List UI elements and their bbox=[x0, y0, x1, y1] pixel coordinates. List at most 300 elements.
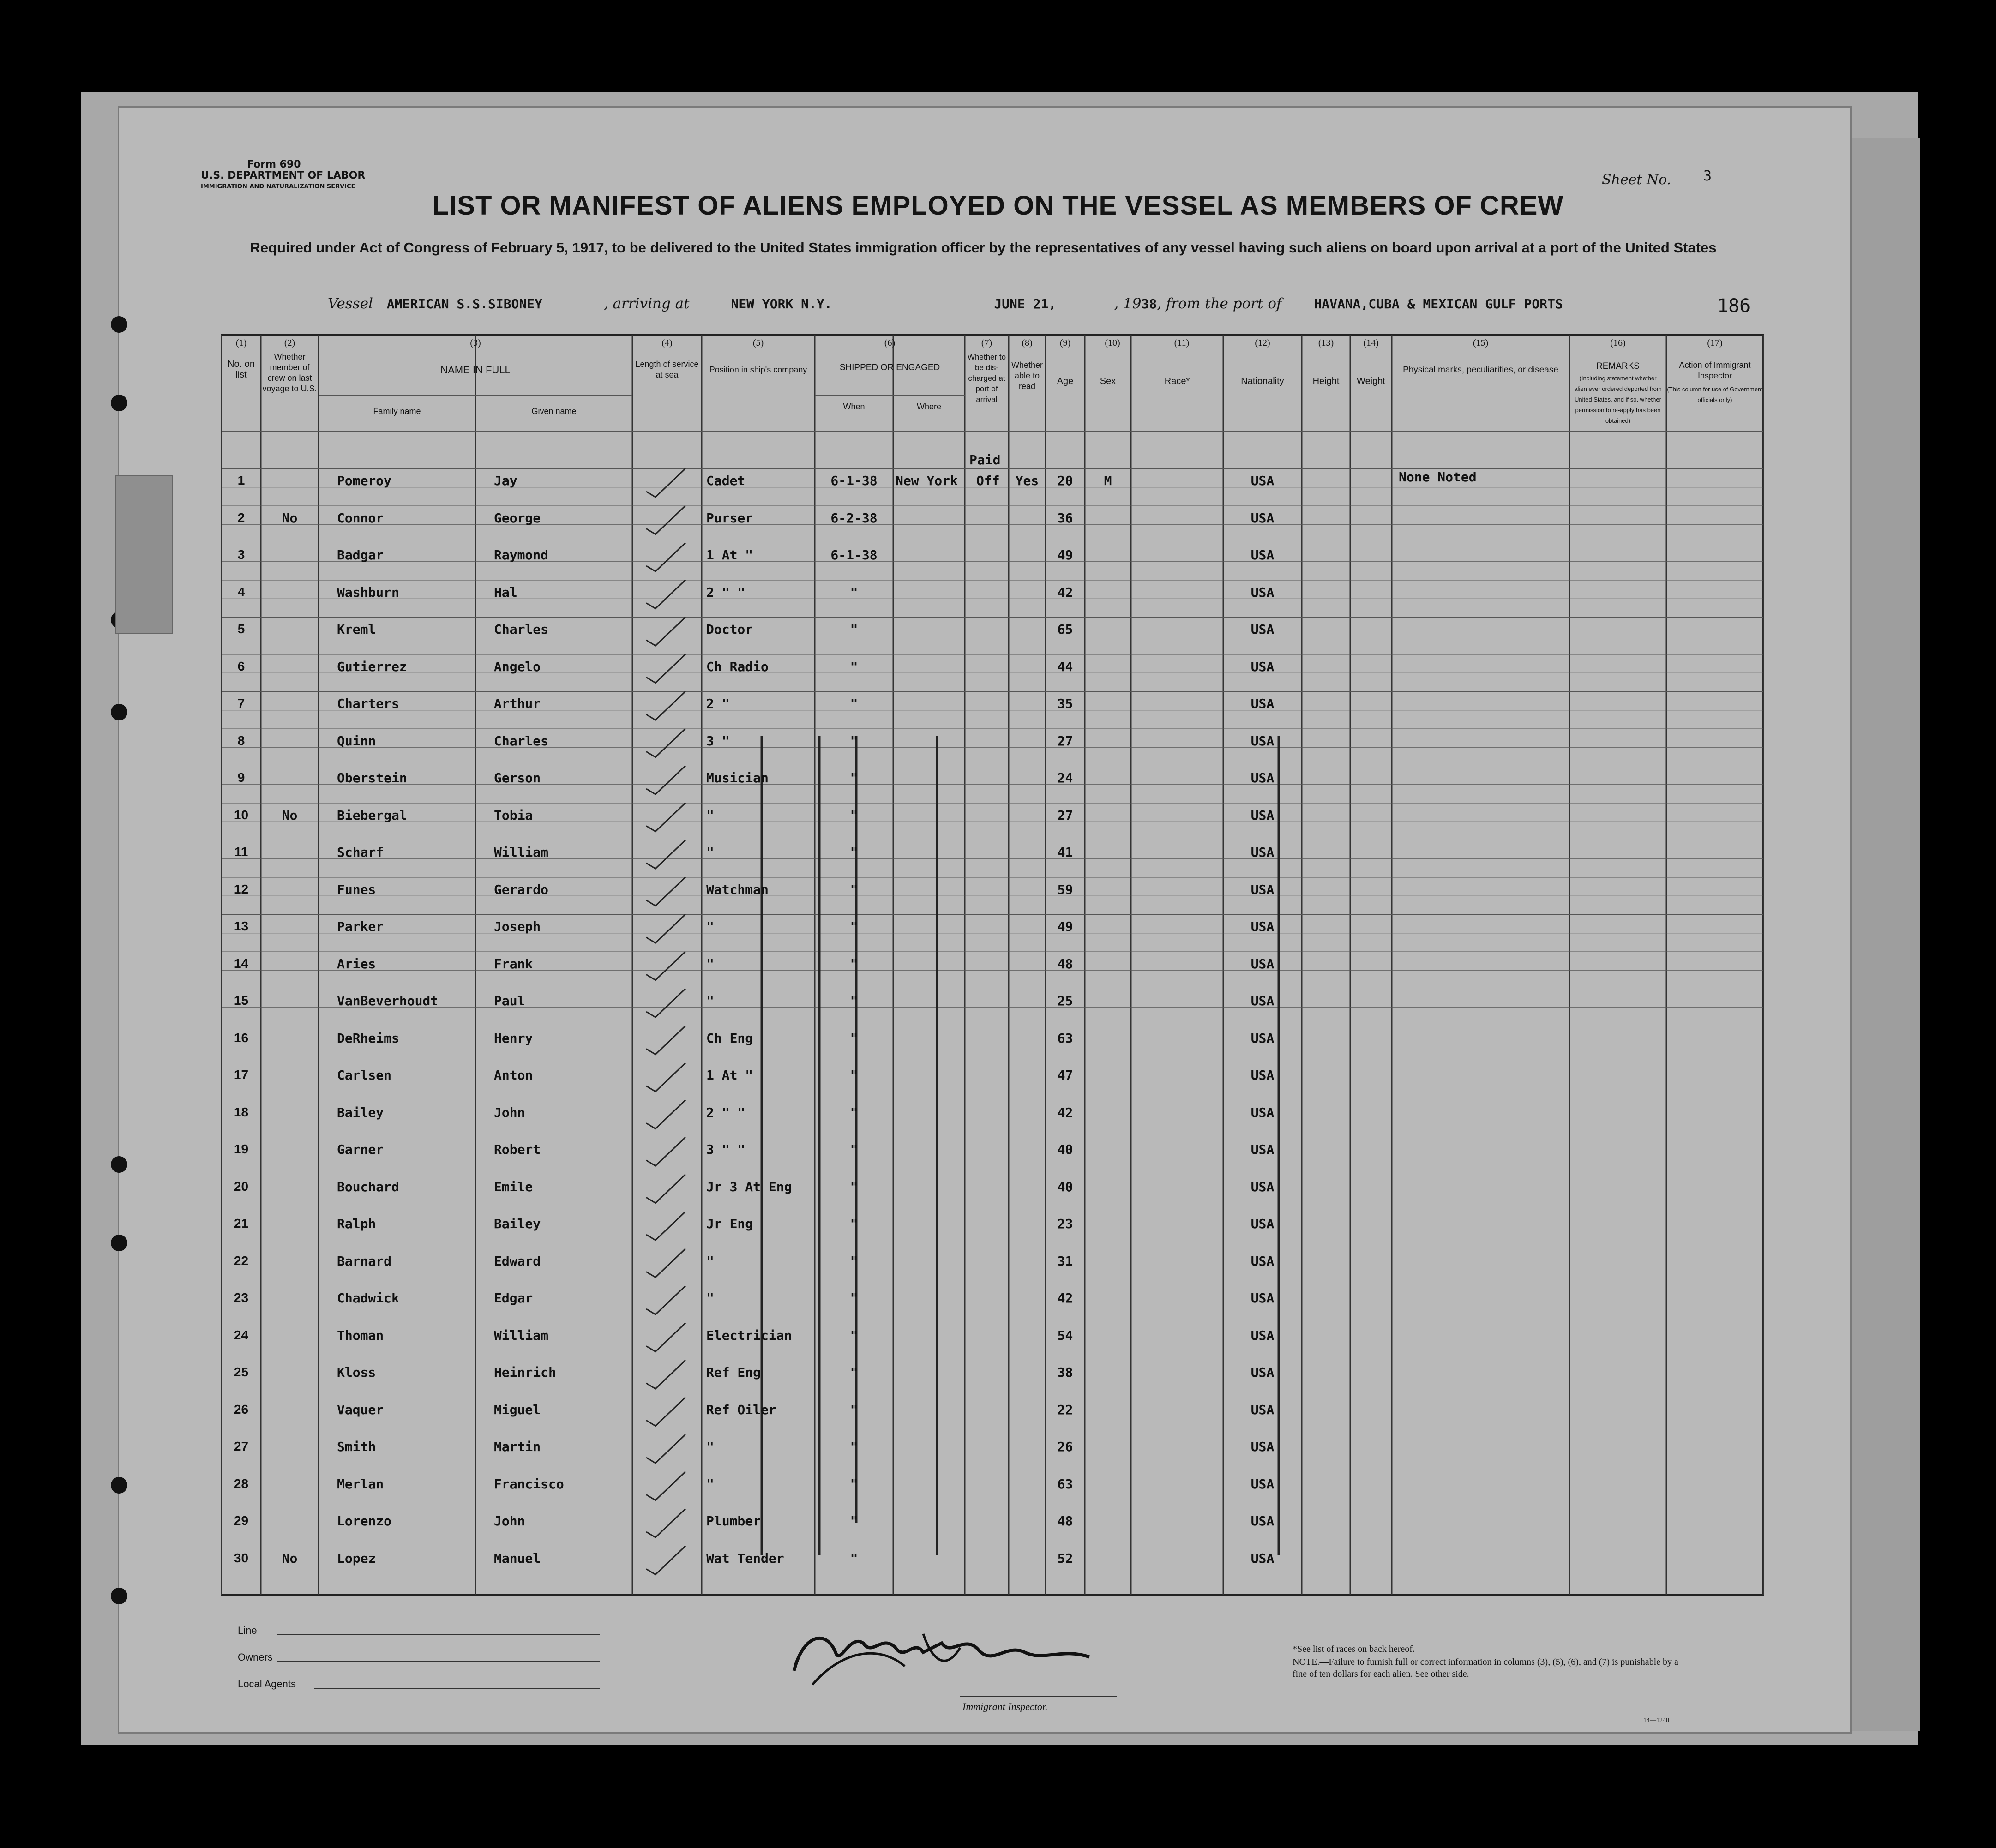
row-sex: M bbox=[1104, 473, 1112, 488]
row-when: " bbox=[850, 882, 858, 897]
row-family-name: Kreml bbox=[337, 622, 376, 637]
row-when: " bbox=[850, 659, 858, 674]
row-nationality: USA bbox=[1251, 696, 1275, 711]
row-discharged-paid: Paid bbox=[969, 452, 1001, 468]
arrival-year: 38 bbox=[1141, 296, 1157, 312]
row-when: " bbox=[850, 956, 858, 972]
length-check-mark bbox=[646, 914, 685, 943]
row-position: 3 " " bbox=[706, 1142, 745, 1157]
row-when: " bbox=[850, 1476, 858, 1492]
length-check-mark bbox=[646, 803, 685, 832]
row-position: Ref Oiler bbox=[706, 1402, 776, 1417]
page-number: 186 bbox=[1717, 295, 1751, 317]
row-given-name: Gerson bbox=[494, 770, 541, 786]
row-age: 54 bbox=[1057, 1327, 1073, 1343]
row-nationality: USA bbox=[1251, 770, 1275, 786]
col-head-where: Where bbox=[916, 402, 941, 411]
row-nationality: USA bbox=[1251, 1365, 1275, 1380]
row-nationality: USA bbox=[1251, 473, 1275, 488]
col-head-remarks-sub: (Including statement whether alien ever ordered deported from United States, and if so, whether permission to re-apply has been obtained) bbox=[1574, 375, 1662, 424]
row-given-name: Charles bbox=[494, 622, 549, 637]
row-number: 6 bbox=[237, 659, 245, 673]
row-number: 26 bbox=[234, 1402, 249, 1416]
column-number: (10) bbox=[1105, 338, 1120, 348]
row-number: 18 bbox=[234, 1104, 249, 1119]
binder-hole bbox=[111, 395, 127, 411]
row-number: 13 bbox=[234, 919, 249, 933]
row-nationality: USA bbox=[1251, 733, 1275, 749]
row-position: Purser bbox=[706, 510, 753, 526]
row-nationality: USA bbox=[1251, 1476, 1275, 1492]
sheet-label: Sheet No. bbox=[1602, 172, 1671, 188]
binder-hole bbox=[111, 1477, 127, 1494]
row-age: 63 bbox=[1057, 1030, 1073, 1046]
length-check-mark bbox=[646, 1434, 685, 1463]
length-check-mark bbox=[646, 691, 685, 720]
column-number: (11) bbox=[1174, 338, 1190, 348]
row-when: " bbox=[850, 1253, 858, 1269]
manifest-table bbox=[171, 332, 1766, 1597]
row-family-name: Lopez bbox=[337, 1550, 376, 1566]
row-nationality: USA bbox=[1251, 1550, 1275, 1566]
length-check-mark bbox=[646, 1360, 685, 1389]
column-number: (15) bbox=[1473, 338, 1489, 348]
col-head-no: No. on list bbox=[228, 359, 255, 380]
row-position: " bbox=[706, 919, 714, 934]
failure-note: NOTE.—Failure to furnish full or correct information in columns (3), (5), (6), and (7) is punishable by a fine of ten dollars for each alien. See other side. bbox=[1293, 1657, 1678, 1679]
row-given-name: Heinrich bbox=[494, 1365, 556, 1380]
row-when: " bbox=[850, 1179, 858, 1194]
row-when: " bbox=[850, 770, 858, 786]
row-given-name: Henry bbox=[494, 1030, 533, 1046]
row-nationality: USA bbox=[1251, 1068, 1275, 1083]
row-when: " bbox=[850, 1104, 858, 1120]
row-when: " bbox=[850, 1365, 858, 1380]
vessel-name: AMERICAN S.S.SIBONEY bbox=[378, 296, 604, 312]
row-given-name: Arthur bbox=[494, 696, 541, 711]
row-number: 19 bbox=[234, 1142, 249, 1156]
length-check-mark bbox=[646, 1472, 685, 1500]
row-when: " bbox=[850, 1290, 858, 1306]
col-head-read: Whether able to read bbox=[1011, 360, 1043, 391]
row-when: 6-1-38 bbox=[830, 473, 878, 488]
row-when: " bbox=[850, 807, 858, 823]
col-head-action: Action of Immigrant Inspector bbox=[1679, 360, 1751, 380]
tape-stamp bbox=[115, 475, 173, 634]
row-position: 1 At " bbox=[706, 1068, 753, 1083]
row-given-name: Manuel bbox=[494, 1550, 541, 1566]
length-check-mark bbox=[646, 1546, 685, 1575]
table-grid bbox=[171, 332, 1766, 1597]
row-age: 42 bbox=[1057, 584, 1073, 600]
document-title: LIST OR MANIFEST OF ALIENS EMPLOYED ON THE VESSEL AS MEMBERS OF CREW bbox=[432, 191, 1564, 221]
row-age: 40 bbox=[1057, 1142, 1073, 1157]
row-given-name: John bbox=[494, 1104, 525, 1120]
row-number: 10 bbox=[234, 807, 249, 822]
length-check-mark bbox=[646, 580, 685, 609]
length-check-mark bbox=[646, 1063, 685, 1092]
row-age: 40 bbox=[1057, 1179, 1073, 1194]
row-number: 11 bbox=[234, 845, 248, 859]
row-age: 35 bbox=[1057, 696, 1073, 711]
binder-hole bbox=[111, 1235, 127, 1251]
row-number: 24 bbox=[234, 1327, 249, 1342]
footer-lines bbox=[277, 1634, 609, 1689]
row-position: Wat Tender bbox=[706, 1550, 784, 1566]
row-when: " bbox=[850, 1327, 858, 1343]
row-when: " bbox=[850, 1216, 858, 1231]
row-when: " bbox=[850, 1439, 858, 1454]
row-nationality: USA bbox=[1251, 1216, 1275, 1231]
row-age: 42 bbox=[1057, 1290, 1073, 1306]
row-number: 5 bbox=[237, 622, 245, 636]
row-read: Yes bbox=[1015, 473, 1039, 488]
row-age: 49 bbox=[1057, 547, 1073, 563]
col-head-weight: Weight bbox=[1357, 376, 1385, 386]
row-family-name: Gutierrez bbox=[337, 659, 407, 674]
column-number: (4) bbox=[661, 338, 673, 348]
row-position: " bbox=[706, 845, 714, 860]
row-family-name: Quinn bbox=[337, 733, 376, 749]
row-number: 27 bbox=[234, 1439, 249, 1453]
col-head-given: Given name bbox=[531, 407, 577, 416]
row-number: 4 bbox=[237, 584, 245, 599]
length-check-mark bbox=[646, 1323, 685, 1352]
row-number: 16 bbox=[234, 1030, 249, 1045]
row-family-name: Lorenzo bbox=[337, 1513, 392, 1529]
row-nationality: USA bbox=[1251, 993, 1275, 1008]
vessel-line bbox=[328, 295, 1665, 312]
column-number: (2) bbox=[284, 338, 295, 348]
form-code: 14—1240 bbox=[1643, 1717, 1669, 1724]
row-nationality: USA bbox=[1251, 845, 1275, 860]
arriving-label: , arriving at bbox=[603, 295, 690, 312]
row-nationality: USA bbox=[1251, 882, 1275, 897]
service: IMMIGRATION AND NATURALIZATION SERVICE bbox=[201, 183, 355, 190]
col-head-race: Race* bbox=[1164, 376, 1190, 386]
row-age: 44 bbox=[1057, 659, 1073, 674]
row-position: 2 " " bbox=[706, 1104, 745, 1120]
binder-hole bbox=[111, 316, 127, 333]
row-number: 7 bbox=[237, 696, 245, 710]
length-check-mark bbox=[646, 468, 685, 497]
row-position: Ref Eng bbox=[706, 1365, 761, 1380]
row-number: 22 bbox=[234, 1253, 249, 1268]
row-position: Musician bbox=[706, 770, 769, 786]
column-number: (13) bbox=[1318, 338, 1334, 348]
sheet-number: 3 bbox=[1703, 168, 1712, 184]
col-head-height: Height bbox=[1312, 376, 1340, 386]
row-nationality: USA bbox=[1251, 510, 1275, 526]
row-given-name: Martin bbox=[494, 1439, 541, 1454]
row-nationality: USA bbox=[1251, 919, 1275, 934]
row-age: 23 bbox=[1057, 1216, 1073, 1231]
row-position: " bbox=[706, 993, 714, 1008]
year-prefix: , 19 bbox=[1114, 295, 1142, 312]
row-age: 59 bbox=[1057, 882, 1073, 897]
length-check-mark bbox=[646, 1249, 685, 1278]
local-agents-label: Local Agents bbox=[238, 1678, 296, 1690]
row-age: 41 bbox=[1057, 845, 1073, 860]
row-nationality: USA bbox=[1251, 956, 1275, 972]
row-number: 15 bbox=[234, 993, 249, 1008]
row-family-name: Biebergal bbox=[337, 807, 407, 823]
row-age: 63 bbox=[1057, 1476, 1073, 1492]
col-head-sex: Sex bbox=[1100, 376, 1116, 386]
row-when: " bbox=[850, 993, 858, 1008]
row-when: 6-1-38 bbox=[830, 547, 878, 563]
length-check-mark bbox=[646, 543, 685, 571]
row-nationality: USA bbox=[1251, 1290, 1275, 1306]
row-age: 52 bbox=[1057, 1550, 1073, 1566]
column-number: (12) bbox=[1255, 338, 1270, 348]
row-position: Doctor bbox=[706, 622, 753, 637]
row-family-name: Carlsen bbox=[337, 1068, 392, 1083]
row-when: " bbox=[850, 1142, 858, 1157]
row-age: 47 bbox=[1057, 1068, 1073, 1083]
length-check-mark bbox=[646, 766, 685, 794]
length-check-mark bbox=[646, 1398, 685, 1426]
row-position: 2 " " bbox=[706, 584, 745, 600]
row-when: 6-2-38 bbox=[830, 510, 878, 526]
row-number: 23 bbox=[234, 1290, 249, 1305]
inspector-signature bbox=[785, 1615, 1126, 1698]
row-position: " bbox=[706, 1253, 714, 1269]
row-given-name: Hal bbox=[494, 584, 517, 600]
row-family-name: Pomeroy bbox=[337, 473, 392, 488]
row-when: " bbox=[850, 1030, 858, 1046]
row-when: " bbox=[850, 733, 858, 749]
row-family-name: Ralph bbox=[337, 1216, 376, 1231]
row-number: 21 bbox=[234, 1216, 249, 1230]
col-head-when: When bbox=[843, 402, 865, 411]
row-age: 27 bbox=[1057, 807, 1073, 823]
col-head-length: Length of service at sea bbox=[635, 360, 699, 379]
row-when: " bbox=[850, 696, 858, 711]
row-position: Cadet bbox=[706, 473, 745, 488]
row-family-name: Washburn bbox=[337, 584, 399, 600]
row-family-name: DeRheims bbox=[337, 1030, 399, 1046]
row-position: 2 " bbox=[706, 696, 730, 711]
length-check-mark bbox=[646, 1100, 685, 1129]
row-age: 22 bbox=[1057, 1402, 1073, 1417]
row-number: 3 bbox=[237, 547, 245, 562]
row-age: 24 bbox=[1057, 770, 1073, 786]
col-head-position: Position in ship's company bbox=[709, 365, 807, 374]
arrival-port: NEW YORK N.Y. bbox=[694, 296, 925, 312]
length-check-mark bbox=[646, 654, 685, 683]
col-head-action-sub: (This column for use of Government officials only) bbox=[1667, 386, 1763, 403]
row-family-name: Scharf bbox=[337, 845, 384, 860]
col-head-discharged: Whether to be dis-charged at port of arrival bbox=[967, 353, 1006, 404]
row-family-name: Bouchard bbox=[337, 1179, 399, 1194]
column-number: (7) bbox=[981, 338, 992, 348]
row-nationality: USA bbox=[1251, 1142, 1275, 1157]
row-family-name: VanBeverhoudt bbox=[337, 993, 439, 1008]
row-nationality: USA bbox=[1251, 584, 1275, 600]
col-head-name: NAME IN FULL bbox=[440, 364, 511, 376]
row-age: 31 bbox=[1057, 1253, 1073, 1269]
row-given-name: Gerardo bbox=[494, 882, 549, 897]
row-discharged: Off bbox=[976, 473, 1000, 488]
row-given-name: Joseph bbox=[494, 919, 541, 934]
row-family-name: Barnard bbox=[337, 1253, 392, 1269]
row-family-name: Connor bbox=[337, 510, 384, 526]
binder-hole bbox=[111, 704, 127, 720]
row-nationality: USA bbox=[1251, 1327, 1275, 1343]
row-position: Ch Eng bbox=[706, 1030, 753, 1046]
column-number: (3) bbox=[470, 338, 481, 348]
row-given-name: George bbox=[494, 510, 541, 526]
row-nationality: USA bbox=[1251, 1402, 1275, 1417]
row-given-name: William bbox=[494, 1327, 549, 1343]
col-head-remarks: REMARKS bbox=[1596, 361, 1640, 371]
row-physical: None Noted bbox=[1399, 469, 1477, 485]
row-member: No bbox=[282, 510, 298, 526]
arrival-date: JUNE 21, bbox=[929, 296, 1114, 312]
row-given-name: Emile bbox=[494, 1179, 533, 1194]
length-check-mark bbox=[646, 1286, 685, 1314]
row-given-name: Edward bbox=[494, 1253, 541, 1269]
col-head-member: Whether member of crew on last voyage to U.S. bbox=[262, 352, 317, 393]
row-nationality: USA bbox=[1251, 1513, 1275, 1529]
row-family-name: Oberstein bbox=[337, 770, 407, 786]
row-given-name: Anton bbox=[494, 1068, 533, 1083]
length-check-mark bbox=[646, 840, 685, 869]
row-age: 26 bbox=[1057, 1439, 1073, 1454]
row-family-name: Kloss bbox=[337, 1365, 376, 1380]
row-given-name: Frank bbox=[494, 956, 533, 972]
row-number: 1 bbox=[237, 473, 245, 487]
row-member: No bbox=[282, 807, 298, 823]
row-position: " bbox=[706, 1290, 714, 1306]
row-family-name: Merlan bbox=[337, 1476, 384, 1492]
row-nationality: USA bbox=[1251, 622, 1275, 637]
row-member: No bbox=[282, 1550, 298, 1566]
length-check-mark bbox=[646, 989, 685, 1017]
form-id bbox=[201, 159, 365, 192]
length-check-mark bbox=[646, 952, 685, 980]
col-head-physical: Physical marks, peculiarities, or disease bbox=[1403, 365, 1558, 375]
col-head-nationality: Nationality bbox=[1241, 376, 1284, 386]
owners-label: Owners bbox=[238, 1651, 273, 1663]
row-nationality: USA bbox=[1251, 807, 1275, 823]
row-family-name: Garner bbox=[337, 1142, 384, 1157]
col-head-family: Family name bbox=[373, 407, 421, 416]
row-family-name: Parker bbox=[337, 919, 384, 934]
row-family-name: Chadwick bbox=[337, 1290, 399, 1306]
row-age: 48 bbox=[1057, 1513, 1073, 1529]
inspector-caption: Immigrant Inspector. bbox=[962, 1701, 1048, 1712]
row-nationality: USA bbox=[1251, 1104, 1275, 1120]
column-number: (8) bbox=[1022, 338, 1033, 348]
row-nationality: USA bbox=[1251, 547, 1275, 563]
row-when: " bbox=[850, 622, 858, 637]
row-where: New York bbox=[896, 473, 958, 488]
length-check-mark bbox=[646, 1137, 685, 1166]
row-given-name: Paul bbox=[494, 993, 525, 1008]
row-position: Watchman bbox=[706, 882, 769, 897]
row-position: " bbox=[706, 807, 714, 823]
form-number: Form 690 bbox=[247, 159, 301, 170]
row-nationality: USA bbox=[1251, 1179, 1275, 1194]
row-age: 36 bbox=[1057, 510, 1073, 526]
row-given-name: Angelo bbox=[494, 659, 541, 674]
row-position: Jr Eng bbox=[706, 1216, 753, 1231]
column-number: (9) bbox=[1059, 338, 1071, 348]
col-head-shipped: SHIPPED OR ENGAGED bbox=[839, 363, 940, 372]
row-family-name: Aries bbox=[337, 956, 376, 972]
row-number: 14 bbox=[234, 956, 249, 971]
column-number: (5) bbox=[752, 338, 764, 348]
length-check-mark bbox=[646, 1509, 685, 1537]
row-when: " bbox=[850, 919, 858, 934]
row-age: 20 bbox=[1057, 473, 1073, 488]
column-number: (14) bbox=[1363, 338, 1379, 348]
row-given-name: William bbox=[494, 845, 549, 860]
row-given-name: Bailey bbox=[494, 1216, 541, 1231]
row-given-name: Tobia bbox=[494, 807, 533, 823]
row-given-name: John bbox=[494, 1513, 525, 1529]
length-check-mark bbox=[646, 506, 685, 534]
from-port: HAVANA,CUBA & MEXICAN GULF PORTS bbox=[1286, 296, 1665, 312]
row-number: 30 bbox=[234, 1550, 249, 1565]
length-check-mark bbox=[646, 617, 685, 646]
row-position: " bbox=[706, 1476, 714, 1492]
from-port-label: , from the port of bbox=[1157, 295, 1282, 312]
row-given-name: Robert bbox=[494, 1142, 541, 1157]
row-when: " bbox=[850, 1068, 858, 1083]
row-number: 25 bbox=[234, 1365, 249, 1379]
row-given-name: Francisco bbox=[494, 1476, 564, 1492]
row-age: 25 bbox=[1057, 993, 1073, 1008]
row-number: 12 bbox=[234, 882, 249, 896]
row-nationality: USA bbox=[1251, 1253, 1275, 1269]
row-age: 38 bbox=[1057, 1365, 1073, 1380]
row-family-name: Smith bbox=[337, 1439, 376, 1454]
column-number: (1) bbox=[235, 338, 247, 348]
row-family-name: Bailey bbox=[337, 1104, 384, 1120]
row-nationality: USA bbox=[1251, 1439, 1275, 1454]
binder-hole bbox=[111, 1588, 127, 1604]
column-number: (17) bbox=[1707, 338, 1723, 348]
row-position: Plumber bbox=[706, 1513, 761, 1529]
row-position: " bbox=[706, 956, 714, 972]
document-subtitle: Required under Act of Congress of February 5, 1917, to be delivered to the United States immigration officer by the representatives of any vessel having such aliens on board upon arrival at a port of the United States bbox=[250, 240, 1717, 256]
column-number: (16) bbox=[1610, 338, 1626, 348]
row-nationality: USA bbox=[1251, 1030, 1275, 1046]
races-note: *See list of races on back hereof. bbox=[1293, 1644, 1415, 1654]
column-number: (6) bbox=[884, 338, 896, 348]
row-family-name: Thoman bbox=[337, 1327, 384, 1343]
row-number: 2 bbox=[237, 510, 245, 525]
row-number: 9 bbox=[237, 770, 245, 785]
row-family-name: Vaquer bbox=[337, 1402, 384, 1417]
length-check-mark bbox=[646, 1175, 685, 1203]
row-position: 3 " bbox=[706, 733, 730, 749]
row-family-name: Funes bbox=[337, 882, 376, 897]
row-age: 49 bbox=[1057, 919, 1073, 934]
department: U.S. DEPARTMENT OF LABOR bbox=[201, 170, 366, 181]
length-check-mark bbox=[646, 1212, 685, 1240]
row-when: " bbox=[850, 845, 858, 860]
row-when: " bbox=[850, 1550, 858, 1566]
row-position: Jr 3 At Eng bbox=[706, 1179, 792, 1194]
row-age: 42 bbox=[1057, 1104, 1073, 1120]
length-check-mark bbox=[646, 877, 685, 906]
row-position: 1 At " bbox=[706, 547, 753, 563]
row-nationality: USA bbox=[1251, 659, 1275, 674]
